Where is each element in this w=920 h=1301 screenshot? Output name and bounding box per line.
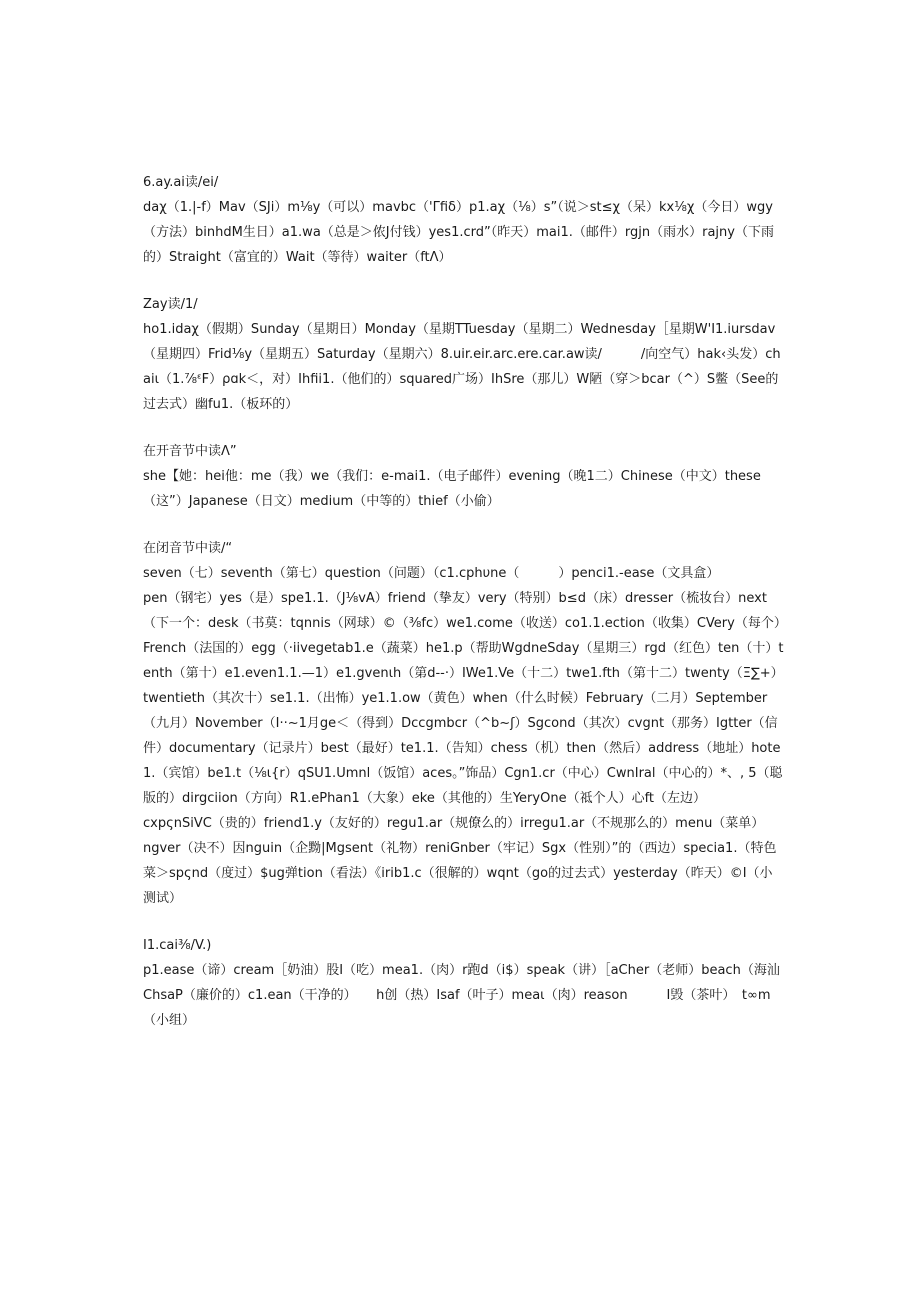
word-list-paragraph: seven（七）seventh（第七）question（问题）（c1.cphυne（ ）penci1.-ease（文具盒） (143, 566, 720, 581)
word-list-paragraph: p1.ease（谛）cream［奶油）股I（吃）mea1.（肉）r跑d（i$）speak（讲）［aCher（老师）beach（海汕ChsaP（廉价的）c1.ean（干净的） h创（热）Isaf（叶子）meaι（肉）reason I毁（茶叶） t∞m（小组） (143, 963, 780, 1028)
section-heading: Zay读/1/ (143, 297, 198, 312)
section-heading: I1.cai⅜/V.) (143, 938, 212, 953)
section-closed-syllable (143, 536, 785, 911)
document-page (143, 170, 785, 1055)
section-ea (143, 933, 785, 1033)
word-list-paragraph: daχ（1.|-f）Mav（SJi）m⅛y（可以）mavbc（'Γfiδ）p1.aχ（⅛）s”（说＞st≤χ（呆）kx⅛χ（今日）wgy（方法）binhdM生日）a1.wa（总是＞侬J付钱）yes1.crd”（昨天）mai1.（邮件）rgjn（雨水）rajny（下雨的）Straight（富宜的）Wait（等待）waiter（ftΛ） (143, 200, 774, 265)
section-heading: 6.ay.ai读/ei/ (143, 175, 219, 190)
section-heading: 在开音节中读Λ” (143, 444, 237, 459)
word-list-paragraph: she【她：hei他：me（我）we（我们：e-mai1.（电子邮件）evening（晚1二）Chinese（中文）these（这”）Japanese（日文）medium（中等的）thief（小偷） (143, 469, 761, 509)
section-ay-ai (143, 170, 785, 270)
word-list-paragraph: ngver（决不）因nguin（企黝|Mgsent（礼物）reniGnber（牢记）Sgx（性别）”的（西边）specia1.（特色菜＞spςnd（度过）$ug弹tion（看法）《irib1.c（很解的）wqnt（go的过去式）yesterday（昨天）©I（小测试） (143, 841, 777, 906)
section-open-syllable (143, 439, 785, 514)
word-list-paragraph: cxpςnSiVC（贵的）friend1.y（友好的）regu1.ar（规僚么的）irregu1.ar（不规那么的）menu（菜单） (143, 816, 765, 831)
word-list-paragraph: ho1.idaχ（假期）Sunday（星期日）Monday（星期TTuesday（星期二）Wednesday［星期W'I1.iursdav（星期四）Frid⅛y（星期五）Saturday（星期六）8.uir.eir.arc.ere.car.aw读/ /向空气）hak‹头发）chaiι（1.⅞ᵋF）ρɑk＜，对）Ihfii1.（他们的）squared广场）IhSre（那儿）W陋（穿＞bcar（^）S鳖（See的过去式）幽fu1.（板环的） (143, 322, 781, 412)
section-ay-sound (143, 292, 785, 417)
word-list-paragraph: pen（钢宅）yes（是）spe1.1.（J⅛vA）friend（挚友）very（特别）b≤d（床）dresser（梳妆台）next（下一个：desk（书莫：tqnnis（网球）©（⅜fc）we1.come（收送）co1.1.ection（收集）CVery（每个）French（法国的）egg（·iivegetab1.e（蔬菜）he1.p（帮助WgdneSday（星期三）rgd（红色）ten（十）tenth（第十）e1.even1.1.—1）e1.gvenιh（第d--·）IWe1.Ve（十二）twe1.fth（第十二）twenty（Ξ∑+）twentieth（其次十）se1.1.（出怖）ye1.1.ow（黄色）when（什么时候）February（二月）September（九月）November（I··~1月ge＜（得到）Dccgmbcr（^b~ʃ）Sgcond（其次）cvgnt（那务）Igtter（信件）documentary（记录片）best（最好）te1.1.（告知）chess（机）then（然后）address（地址）hote1.（宾馆）be1.t（⅛ι{r）qSU1.Umnl（饭馆）aces。”饰品）Cgn1.cr（中心）CwnIral（中心的）*、, 5（聪版的）dirgciion（方向）R1.ePhan1（大象）eke（其他的）生YeryOne（祗个人）心ft（左边） (143, 591, 784, 806)
section-heading: 在闭音节中读/“ (143, 541, 233, 556)
